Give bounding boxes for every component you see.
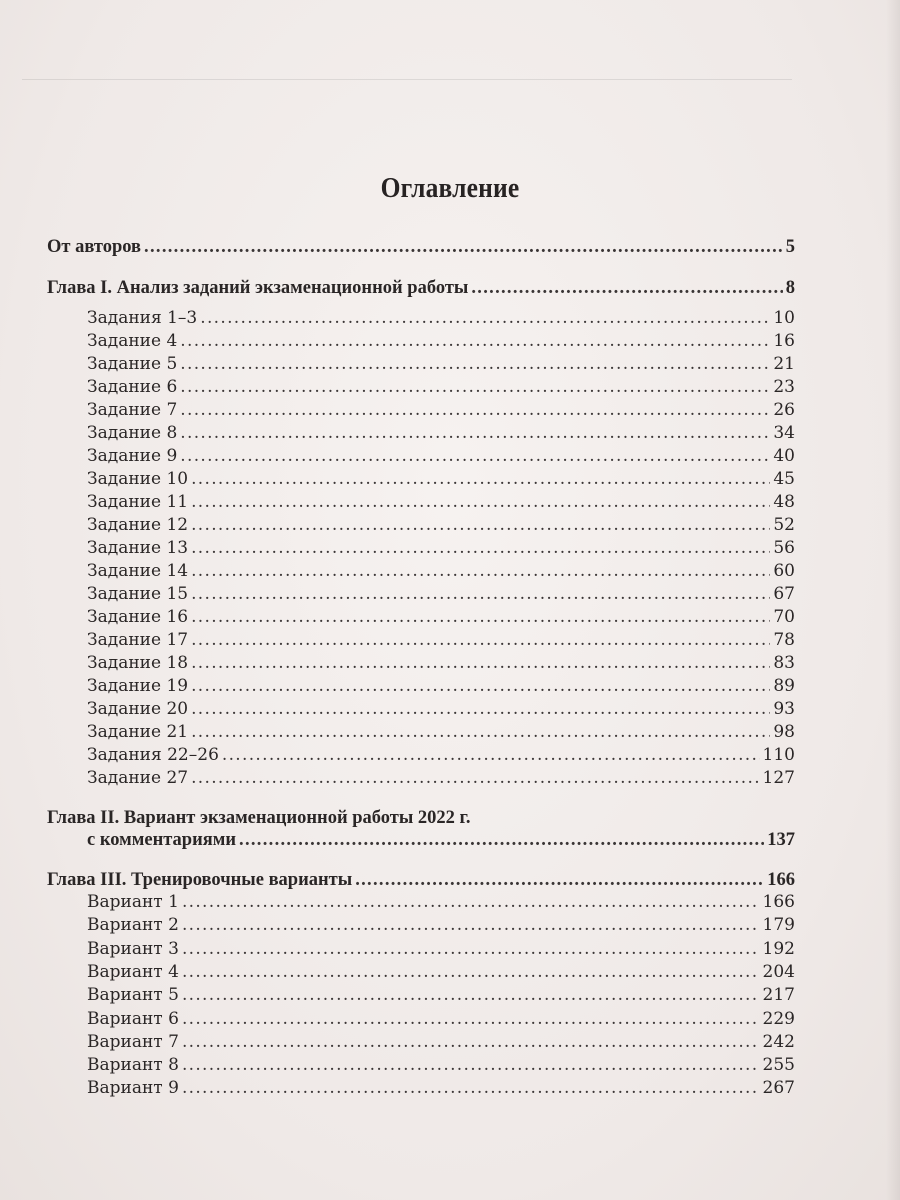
toc-entry[interactable] [87,629,795,651]
toc-entry[interactable] [87,938,795,960]
toc-entry[interactable] [87,984,795,1006]
toc-page-number: 16 [773,331,795,351]
toc-page-number: 255 [762,1055,795,1076]
toc-entry[interactable] [87,399,795,421]
toc-page-number: 8 [785,278,795,298]
toc-entry-chapter-2-line1[interactable]: Глава II. Вариант экзаменационной работы 2022 г. [47,808,471,828]
toc-entry-label: Задание 10 [87,469,189,489]
dot-leader [191,721,770,743]
toc-entry-label: с комментариями [87,830,237,850]
toc-entry[interactable] [87,767,795,789]
toc-entry[interactable] [87,675,795,697]
toc-entry-label: Вариант 8 [87,1055,179,1076]
toc-entry[interactable] [87,353,795,375]
toc-entry-label: Задание 16 [87,607,189,627]
toc-page-number: 98 [773,722,795,742]
toc-entry-label: Задание 13 [87,538,189,558]
dot-leader [182,961,760,983]
dot-leader [182,1054,760,1076]
toc-entry-label: Задание 27 [87,768,189,788]
toc-page-number: 83 [773,653,795,673]
toc-page-number: 192 [762,938,795,959]
toc-entry-label: Задание 19 [87,676,189,696]
toc-entry-label: Вариант 2 [87,915,179,936]
toc-entry-label: От авторов [47,237,142,257]
toc-page-number: 48 [773,492,795,512]
toc-entry[interactable] [87,514,795,536]
toc-entry-label: Задания 22–26 [87,745,219,765]
toc-entry-label: Задание 4 [87,331,178,351]
toc-entry[interactable] [87,1008,795,1030]
toc-entry-label: Вариант 7 [87,1031,179,1052]
toc-entry-label: Задание 20 [87,699,189,719]
dot-leader [222,744,760,766]
dot-leader [180,445,770,467]
toc-entry-chapter-2[interactable] [87,829,795,851]
dot-leader [182,1008,760,1030]
dot-leader [191,629,770,651]
toc-entry-label: Задание 18 [87,653,189,673]
toc-entry[interactable] [87,422,795,444]
toc-entry-label: Задание 8 [87,423,178,443]
toc-page-number: 166 [767,870,795,890]
toc-entry[interactable] [87,1031,795,1053]
toc-entry-label: Задание 7 [87,400,178,420]
page-title: Оглавление [380,172,520,204]
toc-page-number: 21 [773,354,795,374]
dot-leader [191,675,770,697]
toc-page-number: 89 [773,676,795,696]
toc-page-number: 52 [773,515,795,535]
toc-page-number: 204 [762,961,795,982]
page-edge-shadow [886,0,900,1200]
toc-entry-label: Задание 11 [87,492,189,512]
toc-page-number: 67 [773,584,795,604]
dot-leader [180,399,770,421]
dot-leader [180,376,770,398]
dot-leader [191,606,770,628]
dot-leader [180,422,770,444]
dot-leader [191,491,770,513]
toc-entry[interactable] [87,307,795,329]
dot-leader [200,307,770,329]
toc-entry[interactable] [87,721,795,743]
toc-entry-label: Вариант 1 [87,892,179,912]
bleed-through-header-rule [22,79,792,80]
toc-entry-label: Вариант 9 [87,1078,179,1099]
toc-entry-label: Глава III. Тренировочные варианты [47,870,353,890]
dot-leader [191,583,770,605]
dot-leader [191,560,770,582]
toc-page-number: 26 [773,400,795,420]
toc-page-number: 45 [773,469,795,489]
dot-leader [191,698,770,720]
toc-entry[interactable] [87,560,795,582]
toc-page-number: 5 [785,237,795,257]
toc-page-number: 217 [762,985,795,1006]
toc-entry-label: Глава I. Анализ заданий экзаменационной работы [47,278,469,298]
toc-page-number: 40 [773,446,795,466]
toc-entry[interactable] [87,914,795,936]
toc-entry-label: Вариант 4 [87,961,179,982]
toc-page-number: 242 [762,1031,795,1052]
toc-page-number: 110 [762,745,795,765]
toc-entry[interactable] [87,491,795,513]
toc-entry[interactable] [87,1077,795,1099]
toc-entry-label: Вариант 3 [87,938,179,959]
dot-leader [471,277,782,299]
toc-page-number: 10 [773,308,795,328]
dot-leader [182,891,760,913]
toc-page-number: 229 [762,1008,795,1029]
toc-page-number: 127 [762,768,795,788]
toc-entry[interactable] [87,891,795,913]
toc-page-number: 93 [773,699,795,719]
toc-entry-label: Задание 15 [87,584,189,604]
dot-leader [355,869,764,891]
dot-leader [191,767,759,789]
dot-leader [182,914,760,936]
toc-entry[interactable] [87,537,795,559]
dot-leader [180,353,770,375]
toc-entry-label: Задание 9 [87,446,178,466]
toc-entry[interactable] [87,376,795,398]
toc-page-number: 78 [773,630,795,650]
toc-entry[interactable] [87,652,795,674]
toc-page-number: 70 [773,607,795,627]
dot-leader [191,652,770,674]
toc-page-number: 137 [767,830,795,850]
toc-entry[interactable] [87,606,795,628]
toc-page-number: 179 [762,915,795,936]
dot-leader [191,514,770,536]
toc-entry[interactable] [87,961,795,983]
toc-page-number: 60 [773,561,795,581]
toc-entry[interactable] [87,583,795,605]
toc-entry-chapter-3[interactable] [47,869,795,891]
toc-page-number: 23 [773,377,795,397]
dot-leader [144,236,783,258]
dot-leader [191,537,770,559]
toc-entry-label: Задание 14 [87,561,189,581]
toc-entry-label: Вариант 6 [87,1008,179,1029]
toc-entry[interactable] [87,445,795,467]
toc-page-number: 34 [773,423,795,443]
dot-leader [182,1077,760,1099]
toc-entry-label: Задание 17 [87,630,189,650]
toc-entry-preface[interactable] [47,236,795,258]
toc-entry-label: Задание 5 [87,354,178,374]
toc-entry[interactable] [87,468,795,490]
toc-entry[interactable] [87,698,795,720]
toc-entry-label: Задание 21 [87,722,189,742]
toc-entry-label: Задания 1–3 [87,308,198,328]
toc-page-number: 267 [762,1078,795,1099]
toc-entry[interactable] [87,330,795,352]
toc-entry-label: Вариант 5 [87,985,179,1006]
dot-leader [239,829,764,851]
toc-entry[interactable] [87,1054,795,1076]
dot-leader [191,468,770,490]
dot-leader [182,1031,760,1053]
toc-page-number: 56 [773,538,795,558]
toc-page-number: 166 [762,892,795,912]
toc-entry-label: Задание 12 [87,515,189,535]
dot-leader [182,938,760,960]
toc-entry-label: Задание 6 [87,377,178,397]
toc-entry[interactable] [87,744,795,766]
dot-leader [182,984,760,1006]
dot-leader [180,330,770,352]
toc-entry-chapter-1[interactable] [47,277,795,299]
